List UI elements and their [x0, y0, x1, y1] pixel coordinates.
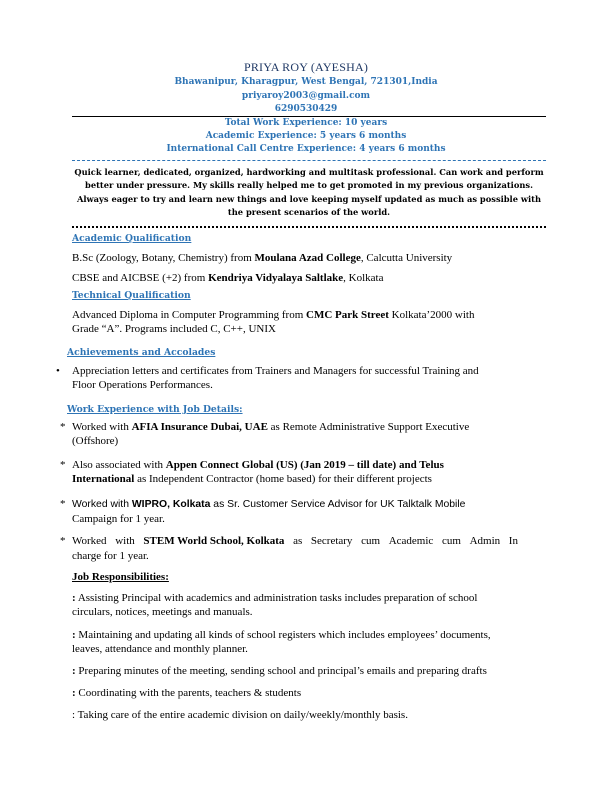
asterisk-icon: * — [60, 498, 66, 510]
academic-item: B.Sc (Zoology, Botany, Chemistry) from Moulana Azad College, Calcutta University — [72, 252, 453, 264]
colon-marker-icon: : — [72, 687, 76, 699]
achievement-line: Floor Operations Performances. — [72, 379, 213, 391]
job-item: Worked with STEM World School, Kolkata as Secretary cum Academic cum Admin In — [72, 535, 518, 547]
job-item-line2: (Offshore) — [72, 435, 119, 447]
responsibility-item: : Maintaining and updating all kinds of school registers which includes employees’ documents, — [72, 629, 491, 641]
achievement-line: Appreciation letters and certificates from Trainers and Managers for successful Training and — [72, 365, 479, 377]
job-item-line2: Campaign for 1 year. — [72, 513, 165, 525]
dotted-rule — [72, 226, 546, 228]
bullet-icon: • — [56, 365, 60, 377]
achievements-heading: Achievements and Accolades — [67, 347, 216, 358]
academic-item: CBSE and AICBSE (+2) from Kendriya Vidyalaya Saltlake, Kolkata — [72, 272, 384, 284]
total-experience: Total Work Experience: 10 years — [224, 118, 388, 128]
responsibility-item-line2: leaves, attendance and monthly planner. — [72, 643, 248, 655]
dashed-rule — [72, 160, 546, 161]
call-centre-experience: International Call Centre Experience: 4 years 6 months — [166, 144, 446, 154]
job-item: Also associated with Appen Connect Global (US) (Jan 2019 – till date) and Telus — [72, 459, 444, 471]
job-item: Worked with AFIA Insurance Dubai, UAE as Remote Administrative Support Executive — [72, 421, 470, 433]
academic-experience: Academic Experience: 5 years 6 months — [205, 131, 407, 141]
technical-item-line2: Grade “A”. Programs included C, C++, UNIX — [72, 323, 276, 335]
colon-marker-icon: : — [72, 629, 76, 641]
academic-qualification-heading: Academic Qualification — [72, 233, 192, 244]
work-experience-heading: Work Experience with Job Details: — [67, 404, 243, 415]
asterisk-icon: * — [60, 459, 66, 471]
colon-marker-icon: : — [72, 665, 76, 677]
responsibility-item: : Coordinating with the parents, teachers & students — [72, 687, 302, 699]
colon-marker-icon: : — [72, 592, 76, 604]
technical-qualification-heading: Technical Qualification — [72, 290, 191, 301]
phone: 6290530429 — [274, 104, 338, 114]
candidate-name: PRIYA ROY (AYESHA) — [243, 60, 369, 74]
email: priyaroy2003@gmail.com — [241, 91, 371, 101]
job-item: Worked with WIPRO, Kolkata as Sr. Customer Service Advisor for UK Talktalk Mobile — [72, 499, 466, 510]
responsibility-item: : Taking care of the entire academic division on daily/weekly/monthly basis. — [72, 709, 408, 721]
responsibility-item: : Assisting Principal with academics and administration tasks includes preparation of school — [72, 592, 478, 604]
technical-item: Advanced Diploma in Computer Programming from CMC Park Street Kolkata’2000 with — [72, 309, 475, 321]
job-item-line2: charge for 1 year. — [72, 550, 149, 562]
responsibility-item-line2: circulars, notices, meetings and manuals. — [72, 606, 253, 618]
job-item-line2: International as Independent Contractor (home based) for their different projects — [72, 473, 432, 485]
responsibility-item: : Preparing minutes of the meeting, sending school and principal’s emails and preparing drafts — [72, 665, 487, 677]
address: Bhawanipur, Kharagpur, West Bengal, 721301,India — [174, 77, 438, 87]
header-rule — [72, 116, 546, 117]
job-responsibilities-heading: Job Responsibilities: — [72, 571, 169, 583]
professional-summary: Quick learner, dedicated, organized, hardworking and multitask professional. Can work and perform better under pressure. My skills really helped me to get promoted in my previous organizations. Always eager to try and learn new things and love keeping myself updated as much as possible with the present scenarios of the world. — [74, 167, 544, 218]
asterisk-icon: * — [60, 535, 66, 547]
asterisk-icon: * — [60, 421, 66, 433]
